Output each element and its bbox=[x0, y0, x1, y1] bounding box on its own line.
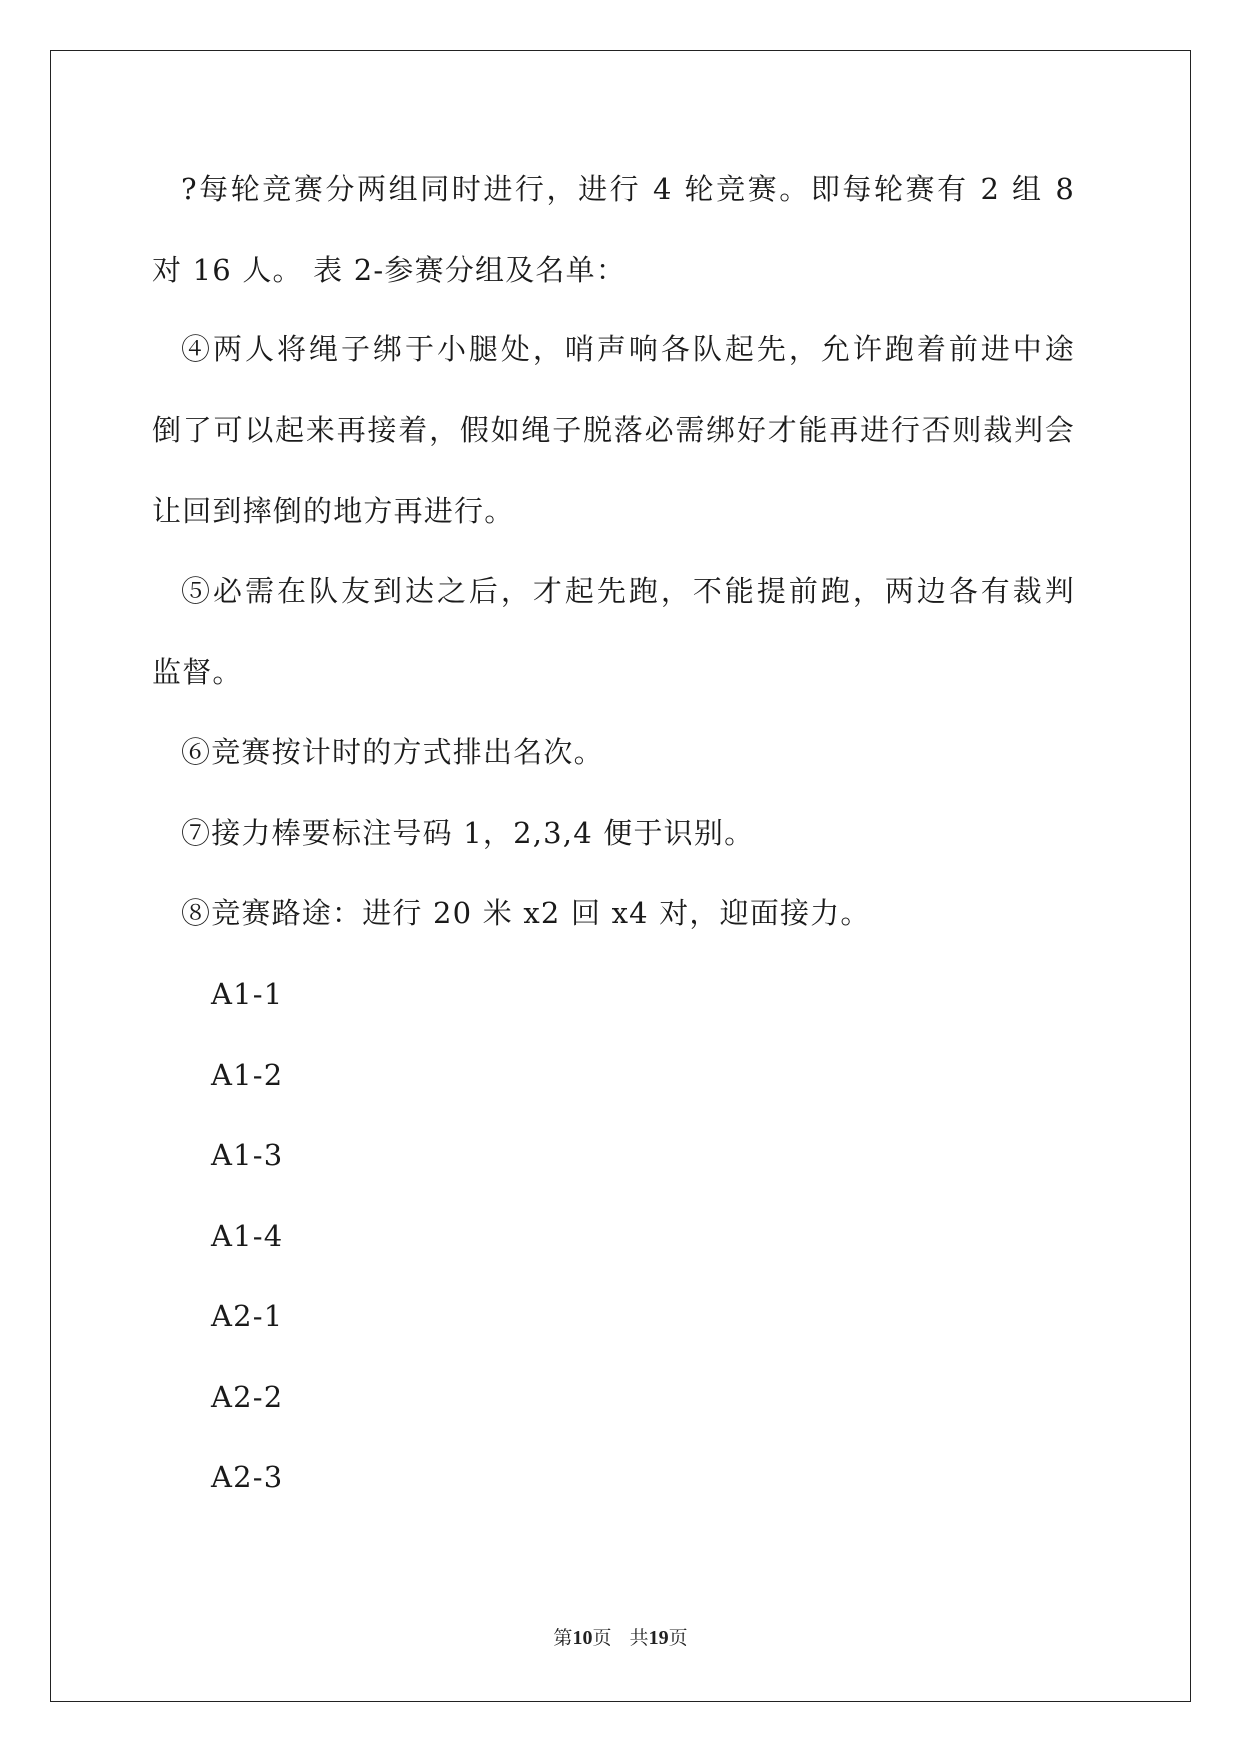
page-border bbox=[50, 50, 1191, 1702]
group-label: A1-3 bbox=[211, 1138, 284, 1172]
group-label: A1-4 bbox=[211, 1219, 284, 1253]
paragraph-line: ⑥竞赛按计时的方式排出名次。 bbox=[181, 735, 604, 769]
group-label: A2-1 bbox=[211, 1299, 284, 1333]
group-label: A2-3 bbox=[211, 1460, 284, 1494]
paragraph-line: 对 16 人。 表 2-参赛分组及名单： bbox=[152, 253, 627, 287]
group-label: A1-2 bbox=[211, 1058, 284, 1092]
footer-page-number: 10 bbox=[572, 1627, 593, 1649]
paragraph-line: ⑧竞赛路途：进行 20 米 x2 回 x4 对，迎面接力。 bbox=[181, 896, 871, 930]
footer-prefix: 第 bbox=[553, 1627, 573, 1649]
group-label: A2-2 bbox=[211, 1380, 284, 1414]
paragraph-line: 倒了可以起来再接着，假如绳子脱落必需绑好才能再进行否则裁判会 bbox=[152, 413, 1075, 447]
paragraph-line: ?每轮竞赛分两组同时进行，进行 4 轮竞赛。即每轮赛有 2 组 8 bbox=[181, 172, 1075, 206]
paragraph-line: 让回到摔倒的地方再进行。 bbox=[152, 494, 515, 528]
footer-suffix: 页 bbox=[668, 1627, 688, 1649]
footer-middle: 页 共 bbox=[592, 1627, 649, 1649]
group-label: A1-1 bbox=[211, 977, 284, 1011]
page-footer bbox=[0, 1623, 1241, 1650]
paragraph-line: 监督。 bbox=[152, 655, 243, 689]
paragraph-line: ④两人将绳子绑于小腿处，哨声响各队起先，允许跑着前进中途 bbox=[181, 332, 1075, 366]
paragraph-line: ⑤必需在队友到达之后，才起先跑，不能提前跑，两边各有裁判 bbox=[181, 574, 1075, 608]
footer-total-pages: 19 bbox=[648, 1627, 669, 1649]
paragraph-line: ⑦接力棒要标注号码 1，2,3,4 便于识别。 bbox=[181, 816, 755, 850]
